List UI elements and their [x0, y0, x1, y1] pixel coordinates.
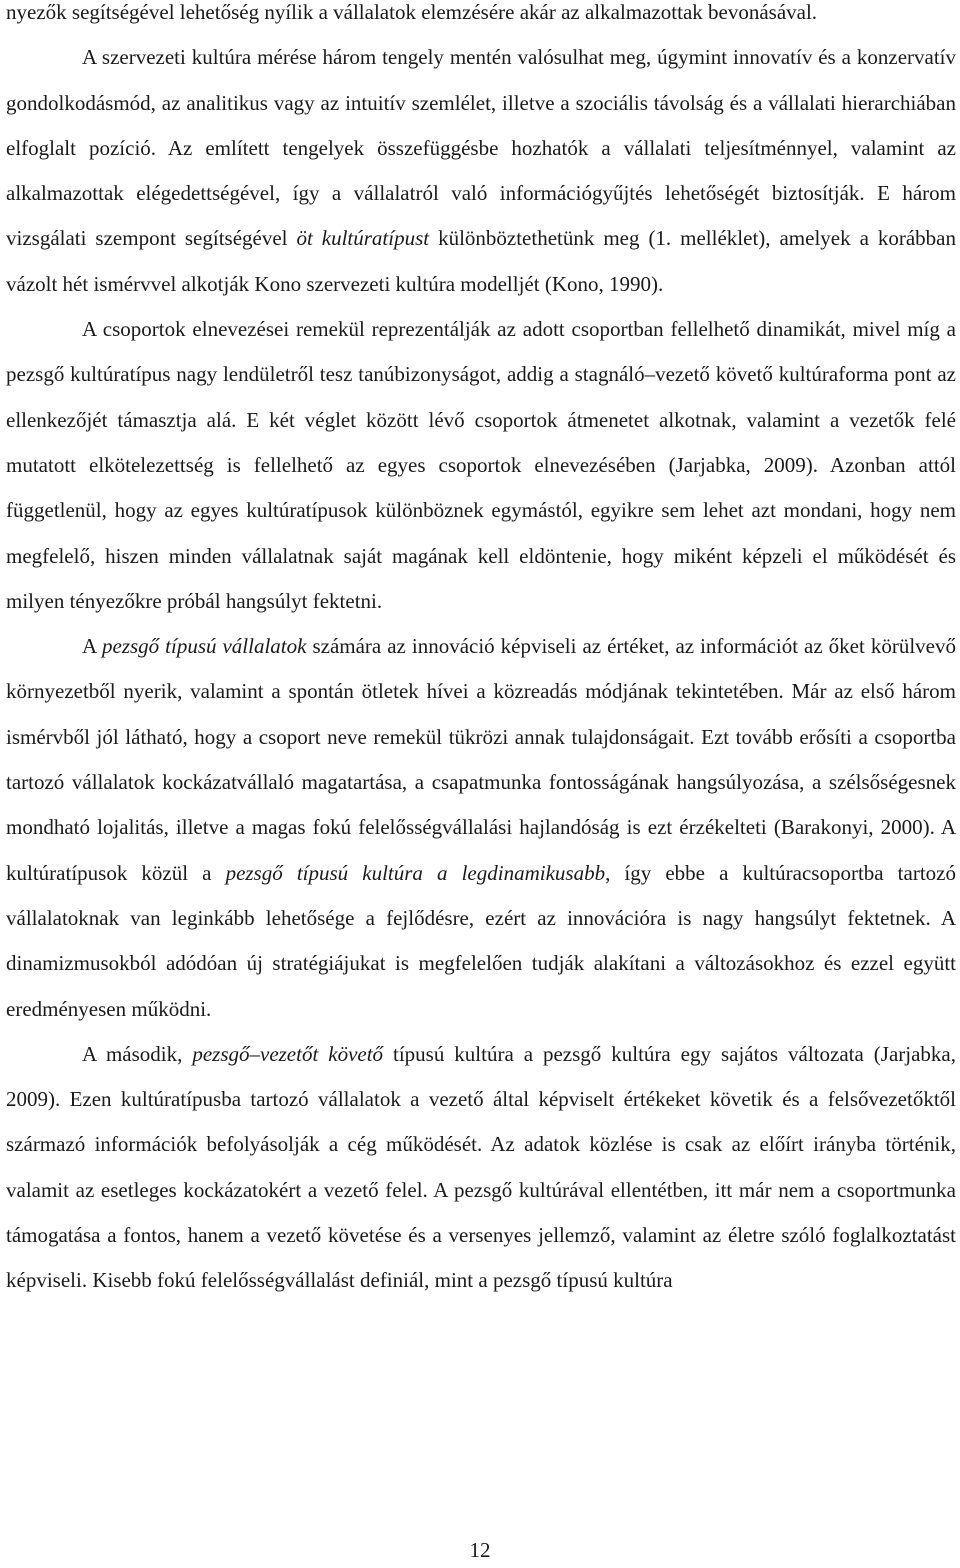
paragraph-3 [6, 307, 956, 624]
italic-term: öt kultúratípust [296, 226, 430, 251]
text-segment: típusú kultúra a pezsgő kultúra egy sajátos változata (Jarjabka, 2009). Ezen kultúratípusba tartozó vállalatok a vezető által képviselt értékeket követik és a felsővezetőktől származó információk befolyásolják a cég működését. Az adatok közlése is csak az előírt irányba történik, valamit az esetleges kockázatokért a vezető felel. A pezsgő kultúrával ellentétben, itt már nem a csoportmunka támogatása a fontos, hanem a vezető követése és a versenyes jellemző, valamint az életre szóló foglalkoztatást képviseli. Kisebb fokú felelősségvállalást definiál, mint a pezsgő típusú kultúra [6, 1041, 956, 1293]
paragraph-1 [6, 0, 956, 35]
page-number: 12 [469, 1538, 491, 1562]
text-segment: A szervezeti kultúra mérése három tengely mentén valósulhat meg, úgymint innovatív és a konzervatív gondolkodásmód, az analitikus vagy az intuitív szemlélet, illetve a szociális távolság és a vállalati hierarchiában elfoglalt pozíció. Az említett tengelyek összefüggésbe hozhatók a vállalati teljesítménnyel, valamint az alkalmazottak elégedettségével, így a vállalatról való információgyűjtés lehetőségét biztosítják. E három vizsgálati szempont segítségével [6, 45, 956, 251]
paragraph-2 [6, 35, 956, 307]
paragraph-4 [6, 624, 956, 1032]
text-segment: számára az innováció képviseli az értéket, az információt az őket körülvevő környezetből nyerik, valamint a spontán ötletek hívei a közreadás módjának tekintetében. Már az első három ismérvből jól látható, hogy a csoport neve remekül tükrözi annak tulajdonságait. Ezt tovább erősíti a csoportba tartozó vállalatok kockázatvállaló magatartása, a csapatmunka fontosságának hangsúlyozása, a szélsőségesnek mondható lojalitás, illetve a magas fokú felelősségvállalási hajlandóság is ezt érzékelteti (Barakonyi, 2000). A kultúratípusok közül a [6, 634, 956, 885]
document-body [6, 0, 956, 1304]
text-segment: nyezők segítségével lehetőség nyílik a vállalatok elemzésére akár az alkalmazottak bevonásával. [6, 0, 818, 24]
text-segment: , így ebbe a kultúracsoportba tartozó vállalatoknak van leginkább lehetősége a fejlődésre, ezért az innovációra is nagy hangsúlyt fektetnek. A dinamizmusokból adódóan új stratégiájukat is megfelelően tudják alakítani a változásokhoz és ezzel együtt eredményesen működni. [6, 860, 956, 1021]
text-segment: A csoportok elnevezései remekül reprezentálják az adott csoportban fellelhető dinamikát, mivel míg a pezsgő kultúratípus nagy lendületről tesz tanúbizonyságot, addig a stagnáló–vezető követő kultúraforma pont az ellenkezőjét támasztja alá. E két véglet között lévő csoportok átmenetet alkotnak, valamint a vezetők felé mutatott elkötelezettség is fellelhető az egyes csoportok elnevezésében (Jarjabka, 2009). Azonban attól függetlenül, hogy az egyes kultúratípusok különböznek egymástól, egyikre sem lehet azt mondani, hogy nem megfelelő, hiszen minden vállalatnak saját magának kell eldöntenie, hogy miként képzeli el működését és milyen tényezőkre próbál hangsúlyt fektetni. [6, 317, 956, 613]
italic-term: pezsgő típusú kultúra a legdinamikusabb [225, 860, 606, 885]
italic-term: pezsgő–vezetőt követő [192, 1041, 384, 1066]
text-segment: különböztethetünk meg (1. melléklet), amelyek a korábban vázolt hét ismérvvel alkotják Kono szervezeti kultúra modelljét (Kono, 1990). [6, 226, 956, 296]
text-segment: A második, [82, 1041, 193, 1066]
text-segment: A [82, 634, 102, 659]
italic-term: pezsgő típusú vállalatok [102, 634, 307, 659]
paragraph-5 [6, 1032, 956, 1304]
